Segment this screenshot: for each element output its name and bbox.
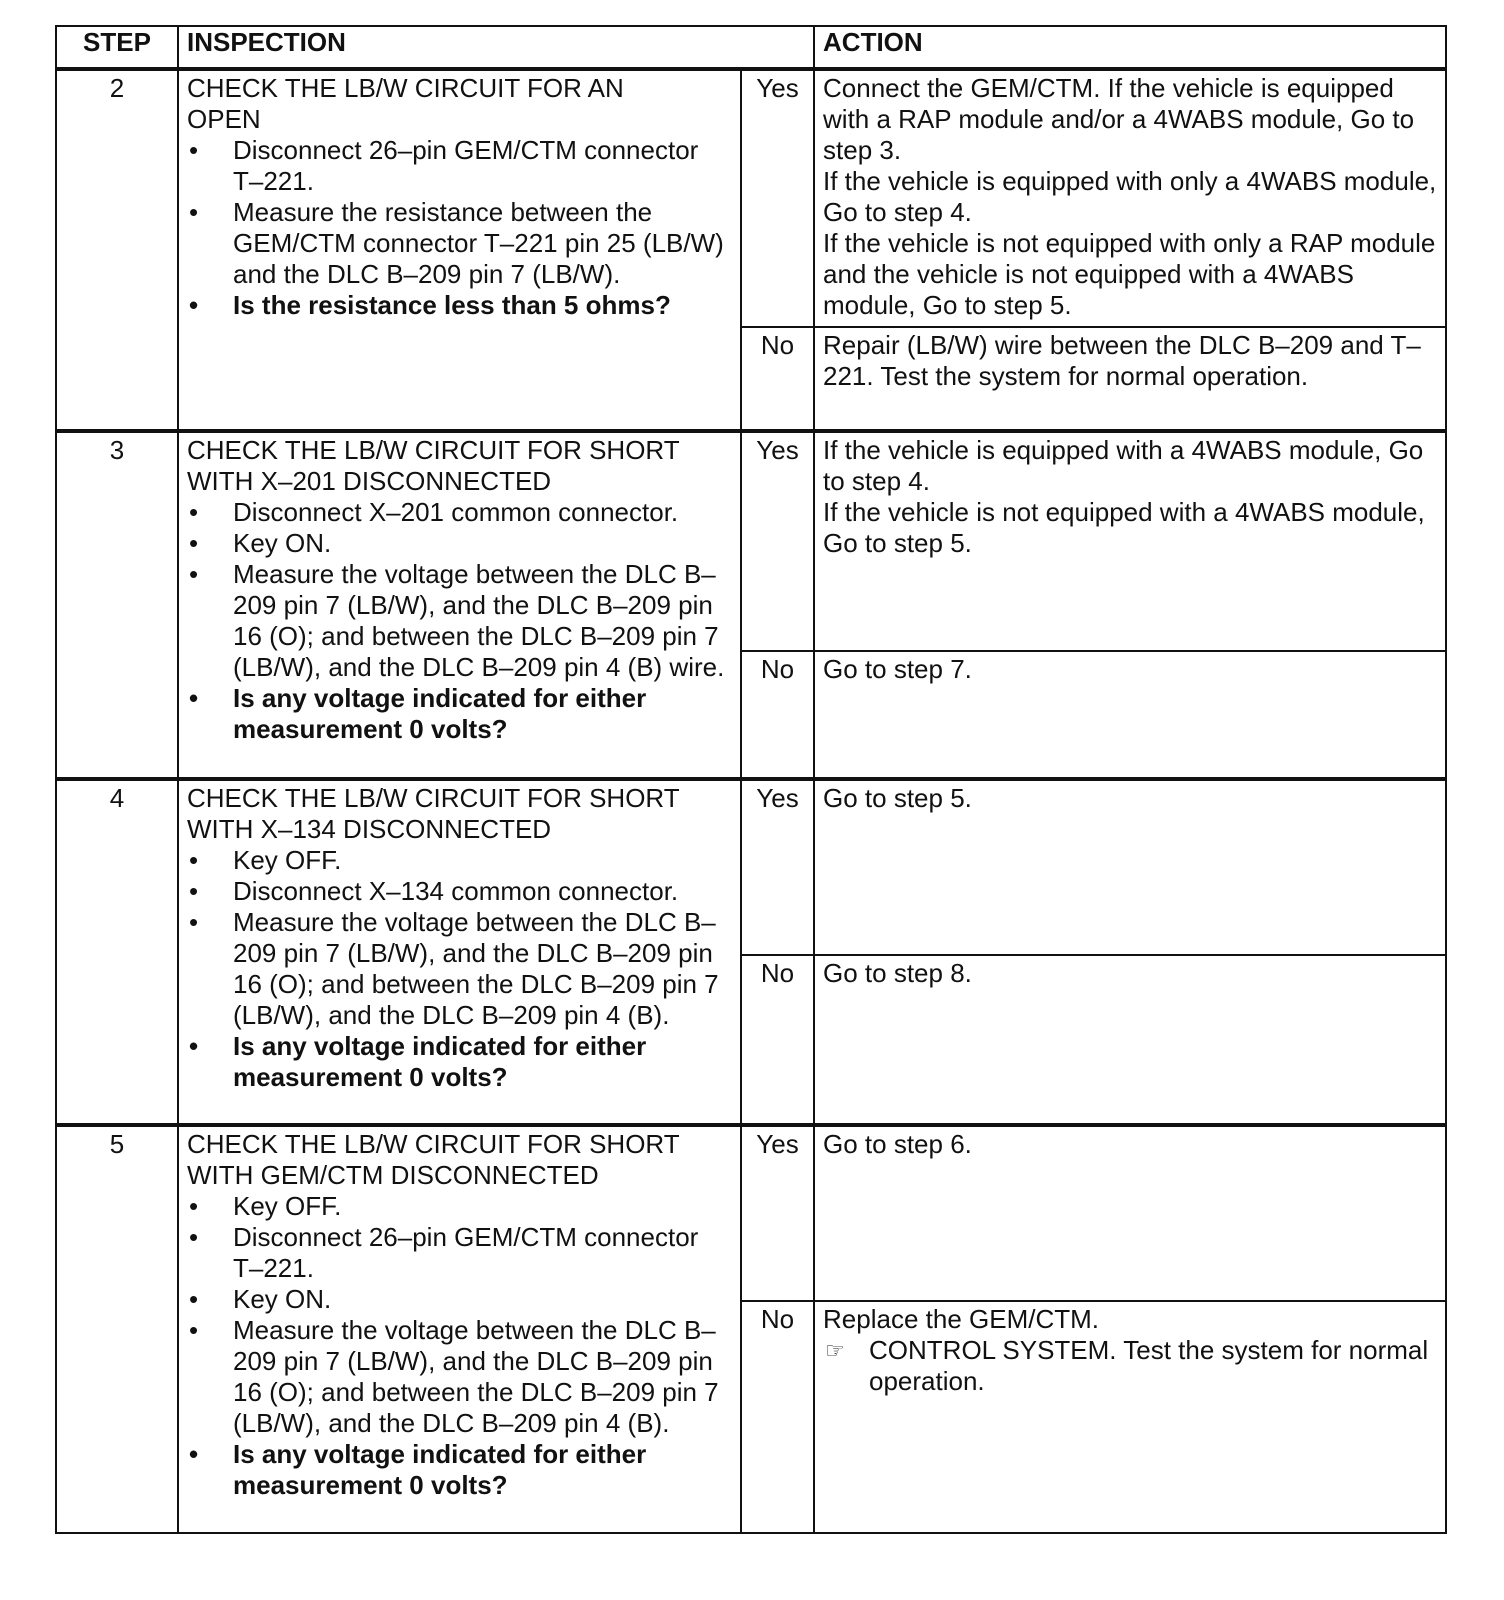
no-action-cell [814,1301,1446,1533]
inspection-bullet: • Measure the voltage between the DLC B–209 pin 7 (LB/W), and the DLC B–209 pin 16 (O); and between the DLC B–209 pin 7 (LB/W), and the DLC B–209 pin 4 (B). [187,1315,732,1439]
inspection-bullet: • Measure the voltage between the DLC B–209 pin 7 (LB/W), and the DLC B–209 pin 16 (O); and between the DLC B–209 pin 7 (LB/W), and the DLC B–209 pin 4 (B). [187,907,732,1031]
inspection-bullet: • Key OFF. [187,1191,732,1222]
inspection-bullets [187,1191,732,1501]
inspection-cell [178,69,741,431]
step-4-yes-row [56,779,1446,955]
inspection-title-line: WITH X–201 DISCONNECTED [187,466,552,496]
inspection-bullet: • Measure the voltage between the DLC B–209 pin 7 (LB/W), and the DLC B–209 pin 16 (O); and between the DLC B–209 pin 7 (LB/W), and the DLC B–209 pin 4 (B) wire. [187,559,732,683]
action-line: If the vehicle is equipped with a 4WABS module, Go to step 4. [823,435,1424,496]
inspection-bullet: • Disconnect 26–pin GEM/CTM connector T–221. [187,1222,732,1284]
no-label: No [741,651,814,779]
action-line: If the vehicle is not equipped with a 4WABS module, Go to step 5. [823,497,1425,558]
inspection-title-line: CHECK THE LB/W CIRCUIT FOR SHORT [187,435,680,465]
step-number: 5 [56,1125,178,1533]
inspection-title-line: CHECK THE LB/W CIRCUIT FOR SHORT [187,1129,680,1159]
no-action-cell [814,955,1446,1125]
yes-label: Yes [741,431,814,651]
inspection-title-line: CHECK THE LB/W CIRCUIT FOR AN [187,73,624,103]
step-number: 3 [56,431,178,779]
inspection-bullets [187,135,732,321]
step-group-2 [56,69,1446,431]
yes-label: Yes [741,779,814,955]
step-group-4 [56,779,1446,1125]
inspection-bullets [187,497,732,745]
inspection-bullets [187,845,732,1093]
no-label: No [741,327,814,431]
inspection-question: • Is any voltage indicated for either measurement 0 volts? [187,683,732,745]
no-label: No [741,955,814,1125]
step-group-5 [56,1125,1446,1533]
inspection-cell [178,1125,741,1533]
action-line: If the vehicle is not equipped with only a RAP module and the vehicle is not equipped with a 4WABS module, Go to step 5. [823,228,1436,320]
action-header: ACTION [814,26,1446,69]
step-number: 2 [56,69,178,431]
yes-action-cell [814,69,1446,327]
yes-action-cell [814,779,1446,955]
inspection-bullet: • Disconnect X–134 common connector. [187,876,732,907]
action-line: Go to step 5. [823,783,972,813]
action-line: If the vehicle is equipped with only a 4WABS module, Go to step 4. [823,166,1437,227]
reference-text: CONTROL SYSTEM. Test the system for normal operation. [869,1335,1429,1396]
inspection-question: • Is any voltage indicated for either measurement 0 volts? [187,1031,732,1093]
inspection-title-line: WITH X–134 DISCONNECTED [187,814,552,844]
action-line: Repair (LB/W) wire between the DLC B–209 and T–221. Test the system for normal operation. [823,330,1421,391]
inspection-question: • Is the resistance less than 5 ohms? [187,290,732,321]
inspection-title-line: WITH GEM/CTM DISCONNECTED [187,1160,599,1190]
action-line: Go to step 7. [823,654,972,684]
step-2-yes-row [56,69,1446,327]
reference-note [823,1335,1437,1397]
inspection-bullet: • Key ON. [187,528,732,559]
inspection-bullet: • Measure the resistance between the GEM/CTM connector T–221 pin 25 (LB/W) and the DLC B–209 pin 7 (LB/W). [187,197,732,290]
inspection-title-line: OPEN [187,104,261,134]
action-line: Go to step 8. [823,958,972,988]
yes-action-cell [814,1125,1446,1301]
yes-action-cell [814,431,1446,651]
inspection-bullet: • Disconnect 26–pin GEM/CTM connector T–221. [187,135,732,197]
no-action-cell [814,327,1446,431]
inspection-bullet: • Disconnect X–201 common connector. [187,497,732,528]
inspection-header: INSPECTION [178,26,814,69]
yes-label: Yes [741,1125,814,1301]
action-line: Replace the GEM/CTM. [823,1304,1099,1334]
inspection-bullet: • Key OFF. [187,845,732,876]
inspection-cell [178,431,741,779]
step-3-yes-row [56,431,1446,651]
pointing-hand-icon: ☞ [825,1338,845,1363]
step-header: STEP [56,26,178,69]
yes-label: Yes [741,69,814,327]
step-5-yes-row [56,1125,1446,1301]
no-action-cell [814,651,1446,779]
no-label: No [741,1301,814,1533]
inspection-cell [178,779,741,1125]
inspection-question: • Is any voltage indicated for either measurement 0 volts? [187,1439,732,1501]
step-group-3 [56,431,1446,779]
action-line: Go to step 6. [823,1129,972,1159]
step-number: 4 [56,779,178,1125]
inspection-title-line: CHECK THE LB/W CIRCUIT FOR SHORT [187,783,680,813]
header-row [56,26,1446,69]
action-line: Connect the GEM/CTM. If the vehicle is equipped with a RAP module and/or a 4WABS module, Go to step 3. [823,73,1415,165]
inspection-bullet: • Key ON. [187,1284,732,1315]
diagnostic-table [55,25,1447,1534]
